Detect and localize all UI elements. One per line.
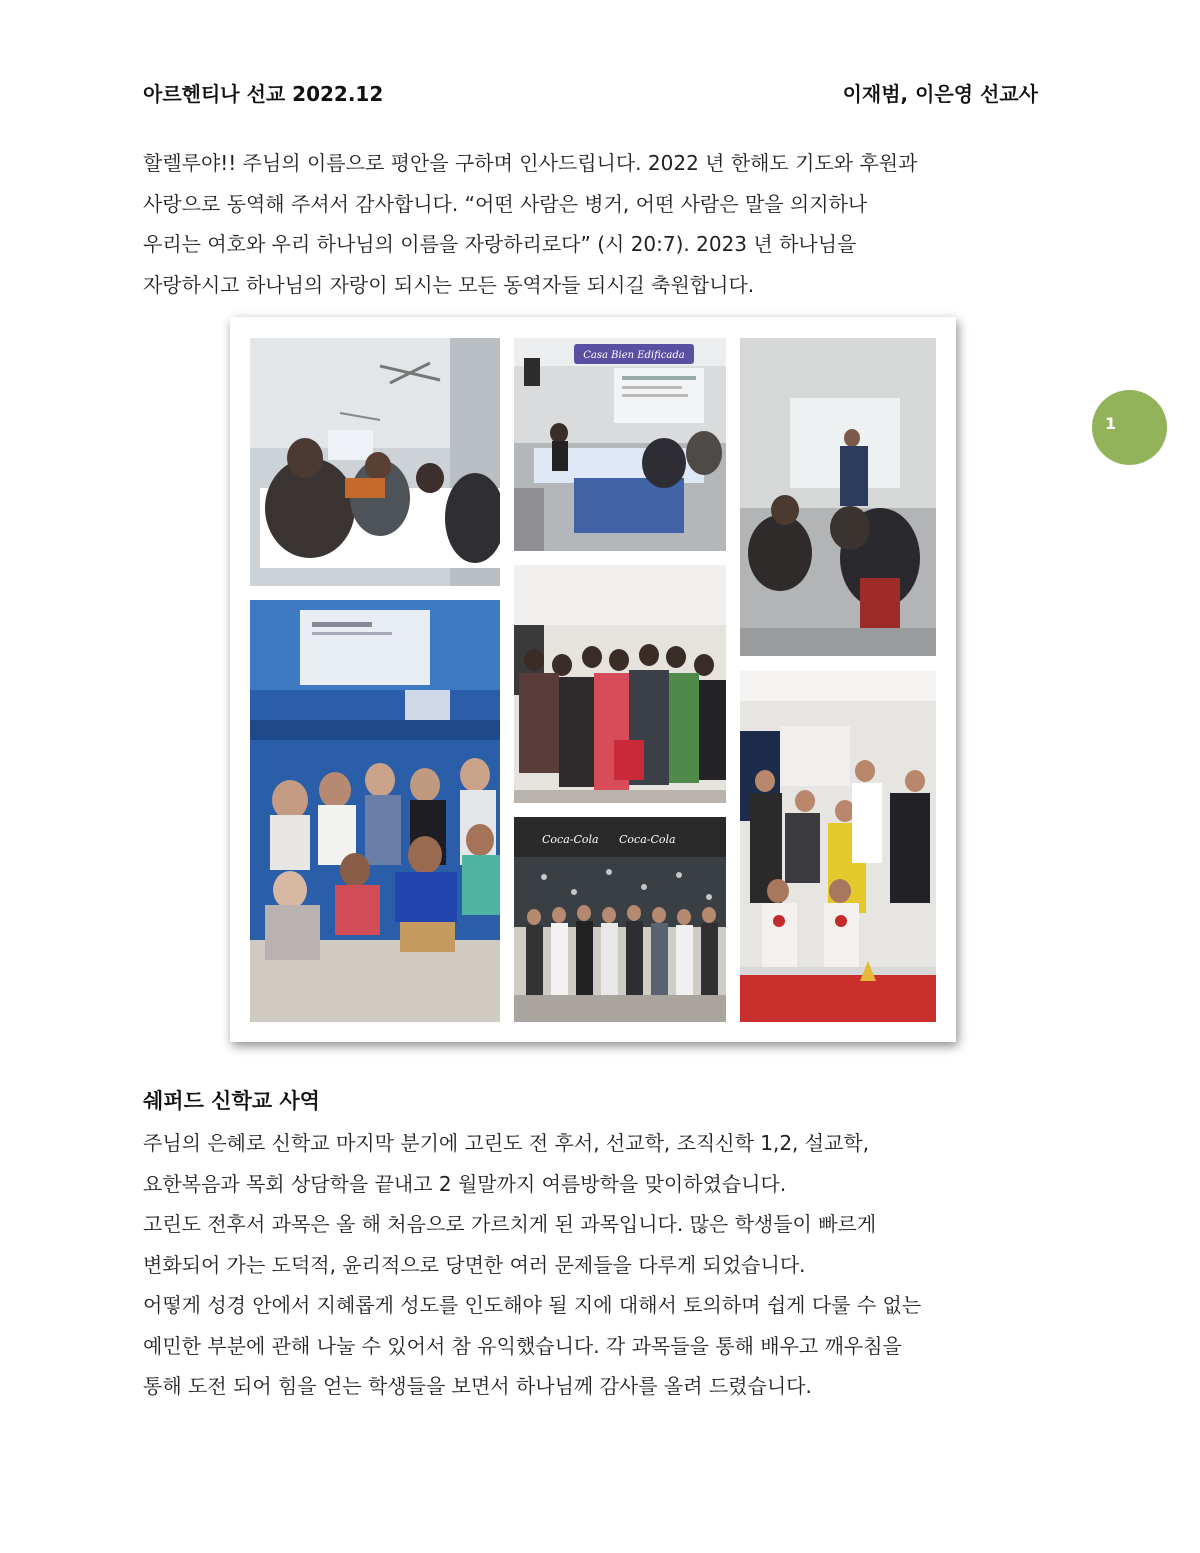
photo-collage [230,317,956,1042]
intro-paragraph [143,143,1103,305]
section-line: 예민한 부분에 관해 나눌 수 있어서 참 유익했습니다. 각 과목들을 통해 배우고 깨우침을 [143,1333,902,1358]
church-banner-text: Casa Bien Edificada [583,350,685,361]
intro-line: 우리는 여호와 우리 하나님의 이름을 자랑하리로다” (시 20:7). 2023 년 하나님을 [143,232,857,256]
section-body [143,1123,1103,1407]
intro-line: 할렐루야!! 주님의 이름으로 평안을 구하며 인사드립니다. 2022 년 한해도 기도와 후원과 [143,151,918,175]
section-line: 요한복음과 목회 상담학을 끝내고 2 월말까지 여름방학을 맞이하였습니다. [143,1171,787,1196]
photo-group-blue-church [250,600,500,1022]
section-line: 고린도 전후서 과목은 올 해 처음으로 가르치게 된 과목입니다. 많은 학생들이 빠르게 [143,1212,877,1236]
section-line: 변화되어 가는 도덕적, 윤리적으로 당면한 여러 문제들을 다루게 되었습니다. [143,1252,806,1277]
newsletter-title: 아르헨티나 선교 2022.12 [143,82,384,106]
page-number-badge [1092,390,1167,465]
intro-line: 자랑하시고 하나님의 자랑이 되시는 모든 동역자들 되시길 축원합니다. [143,272,755,297]
section-line: 주님의 은혜로 신학교 마지막 분기에 고린도 전 후서, 선교학, 조직신학 1,2, 설교학, [143,1131,870,1155]
photo-classroom-fans [250,338,500,586]
photo-church-meeting [514,338,726,551]
missionary-names: 이재범, 이은영 선교사 [842,82,1038,106]
awning-text-2: Coca-Cola [619,833,676,846]
awning-text-1: Coca-Cola [542,833,599,846]
photo-speaker-presenting [740,338,936,656]
photo-christmas-group [740,671,936,1022]
photo-outdoor-cafe-group [514,817,726,1022]
section-title: 쉐퍼드 신학교 사역 [143,1089,320,1113]
section-line: 통해 도전 되어 힘을 얻는 학생들을 보면서 하나님께 감사를 올려 드렸습니다. [143,1374,812,1398]
section-line: 어떻게 성경 안에서 지혜롭게 성도를 인도해야 될 지에 대해서 토의하며 쉽게 다룰 수 없는 [143,1293,922,1317]
intro-line: 사랑으로 동역해 주셔서 감사합니다. “어떤 사람은 병거, 어떤 사람은 말을 의지하나 [143,191,868,216]
photo-large-group [514,565,726,803]
page-number: 1 [1105,414,1117,433]
